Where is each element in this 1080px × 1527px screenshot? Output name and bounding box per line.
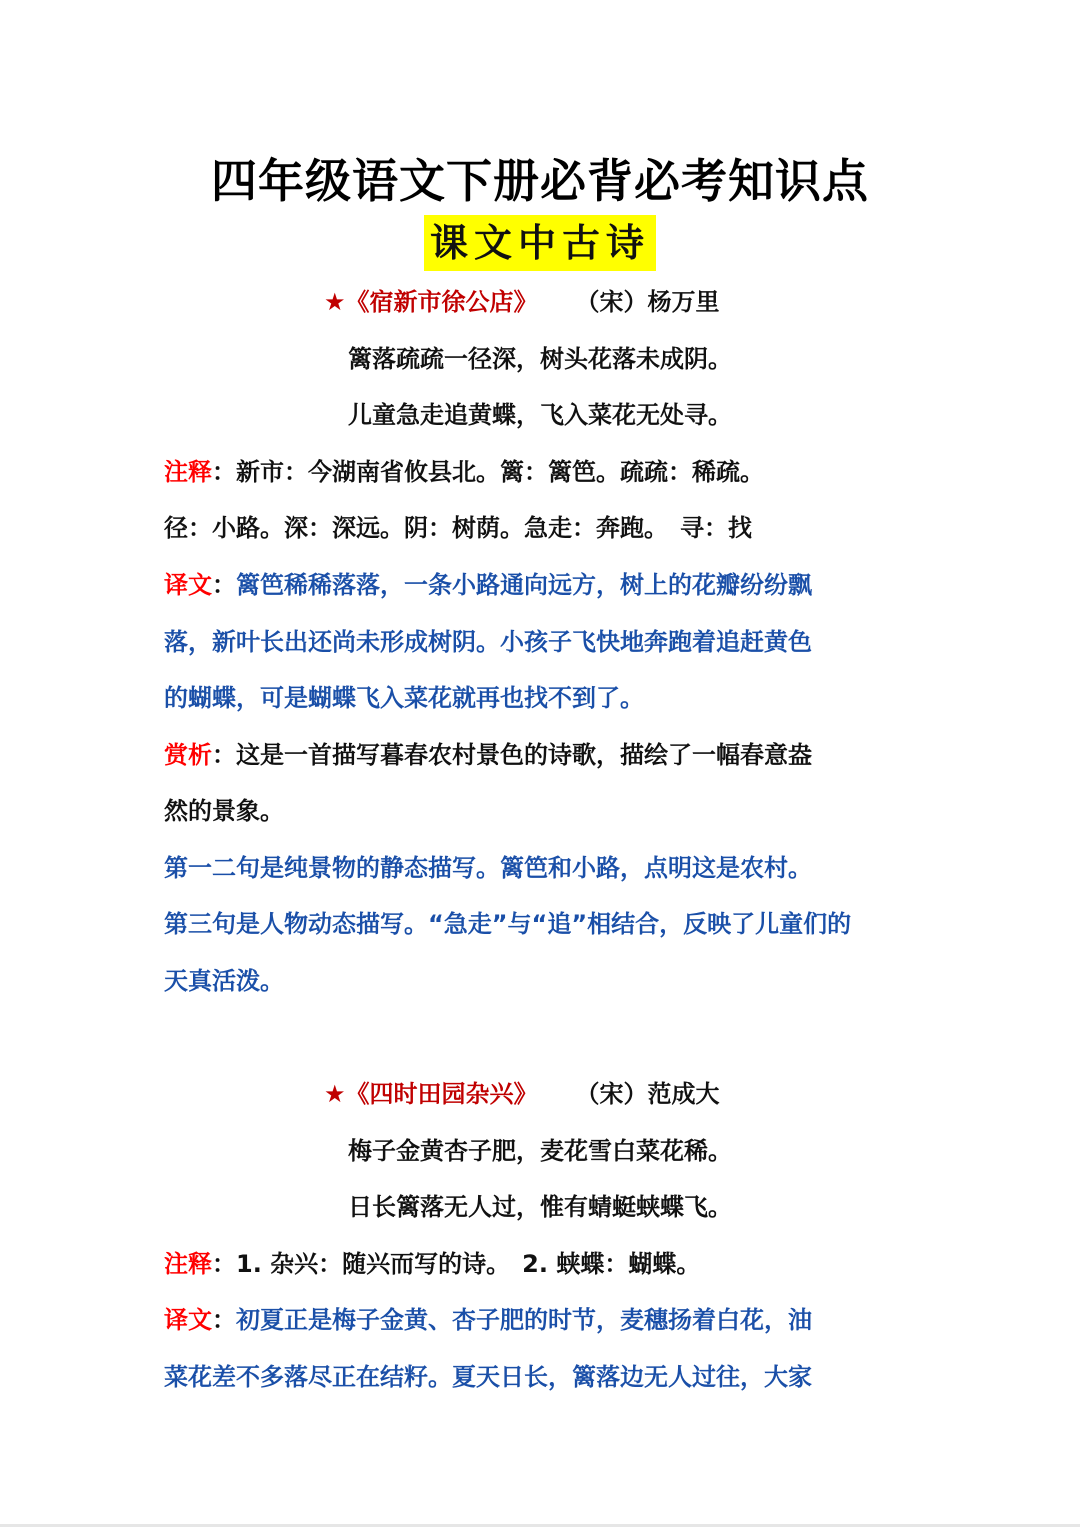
poem-1-analysis-blue-line-1: 第一二句是纯景物的静态描写。篱笆和小路，点明这是农村。 <box>164 854 812 882</box>
notes-colon: ： <box>212 458 236 486</box>
poem-2-translation-line-2: 菜花差不多落尽正在结籽。夏天日长，篱落边无人过往，大家 <box>164 1363 812 1391</box>
translation-colon: ： <box>212 1306 236 1334</box>
poem-1-title: 《宿新市徐公店》 <box>345 288 538 316</box>
notes-label: 注释 <box>164 458 212 486</box>
page-title: 四年级语文下册必背必考知识点 <box>211 154 869 208</box>
subtitle-container <box>0 215 1080 271</box>
notes-text: 1. 杂兴：随兴而写的诗。 2. 蛱蝶：蝴蝶。 <box>236 1250 701 1278</box>
poem-1-header <box>324 284 924 320</box>
star-icon: ★ <box>324 1080 346 1108</box>
poem-2-notes-line-1 <box>164 1246 924 1282</box>
poem-1-analysis-blue-line-3: 天真活泼。 <box>164 967 284 995</box>
translation-text: 篱笆稀稀落落，一条小路通向远方，树上的花瓣纷纷飘 <box>236 571 812 599</box>
poem-1-analysis-blue-line-2: 第三句是人物动态描写。“急走”与“追”相结合，反映了儿童们的 <box>164 910 852 938</box>
translation-colon: ： <box>212 571 236 599</box>
poem-1-author: （宋）杨万里 <box>575 288 720 316</box>
poem-1-translation-line-1 <box>164 567 924 603</box>
translation-text: 初夏正是梅子金黄、杏子肥的时节，麦穗扬着白花，油 <box>236 1306 812 1334</box>
poem-2-author: （宋）范成大 <box>575 1080 720 1108</box>
poem-1-line-1: 篱落疏疏一径深，树头花落未成阴。 <box>348 345 732 373</box>
poem-1-analysis-line-1 <box>164 737 924 773</box>
notes-colon: ： <box>212 1250 236 1278</box>
analysis-colon: ： <box>212 741 236 769</box>
analysis-text: 这是一首描写暮春农村景色的诗歌，描绘了一幅春意盎 <box>236 741 812 769</box>
poem-2-line-2: 日长篱落无人过，惟有蜻蜓蛱蝶飞。 <box>348 1193 732 1221</box>
star-icon: ★ <box>324 288 346 316</box>
notes-label: 注释 <box>164 1250 212 1278</box>
poem-1-analysis-line-2: 然的景象。 <box>164 797 284 825</box>
poem-1-notes-line-1 <box>164 454 924 490</box>
translation-label: 译文 <box>164 1306 212 1334</box>
poem-1-line-2: 儿童急走追黄蝶，飞入菜花无处寻。 <box>348 401 732 429</box>
poem-1-translation-line-2: 落，新叶长出还尚未形成树阴。小孩子飞快地奔跑着追赶黄色 <box>164 628 812 656</box>
poem-1-translation-line-3: 的蝴蝶，可是蝴蝶飞入菜花就再也找不到了。 <box>164 684 644 712</box>
translation-label: 译文 <box>164 571 212 599</box>
analysis-label: 赏析 <box>164 741 212 769</box>
notes-text: 新市：今湖南省攸县北。篱：篱笆。疏疏：稀疏。 <box>236 458 764 486</box>
poem-2-header <box>324 1076 924 1112</box>
poem-2-translation-line-1 <box>164 1302 924 1338</box>
poem-2-title: 《四时田园杂兴》 <box>345 1080 538 1108</box>
section-subtitle-highlighted: 课文中古诗 <box>424 215 656 271</box>
poem-1-notes-line-2: 径：小路。深：深远。阴：树荫。急走：奔跑。 寻：找 <box>164 514 752 542</box>
poem-2-line-1: 梅子金黄杏子肥，麦花雪白菜花稀。 <box>348 1137 732 1165</box>
